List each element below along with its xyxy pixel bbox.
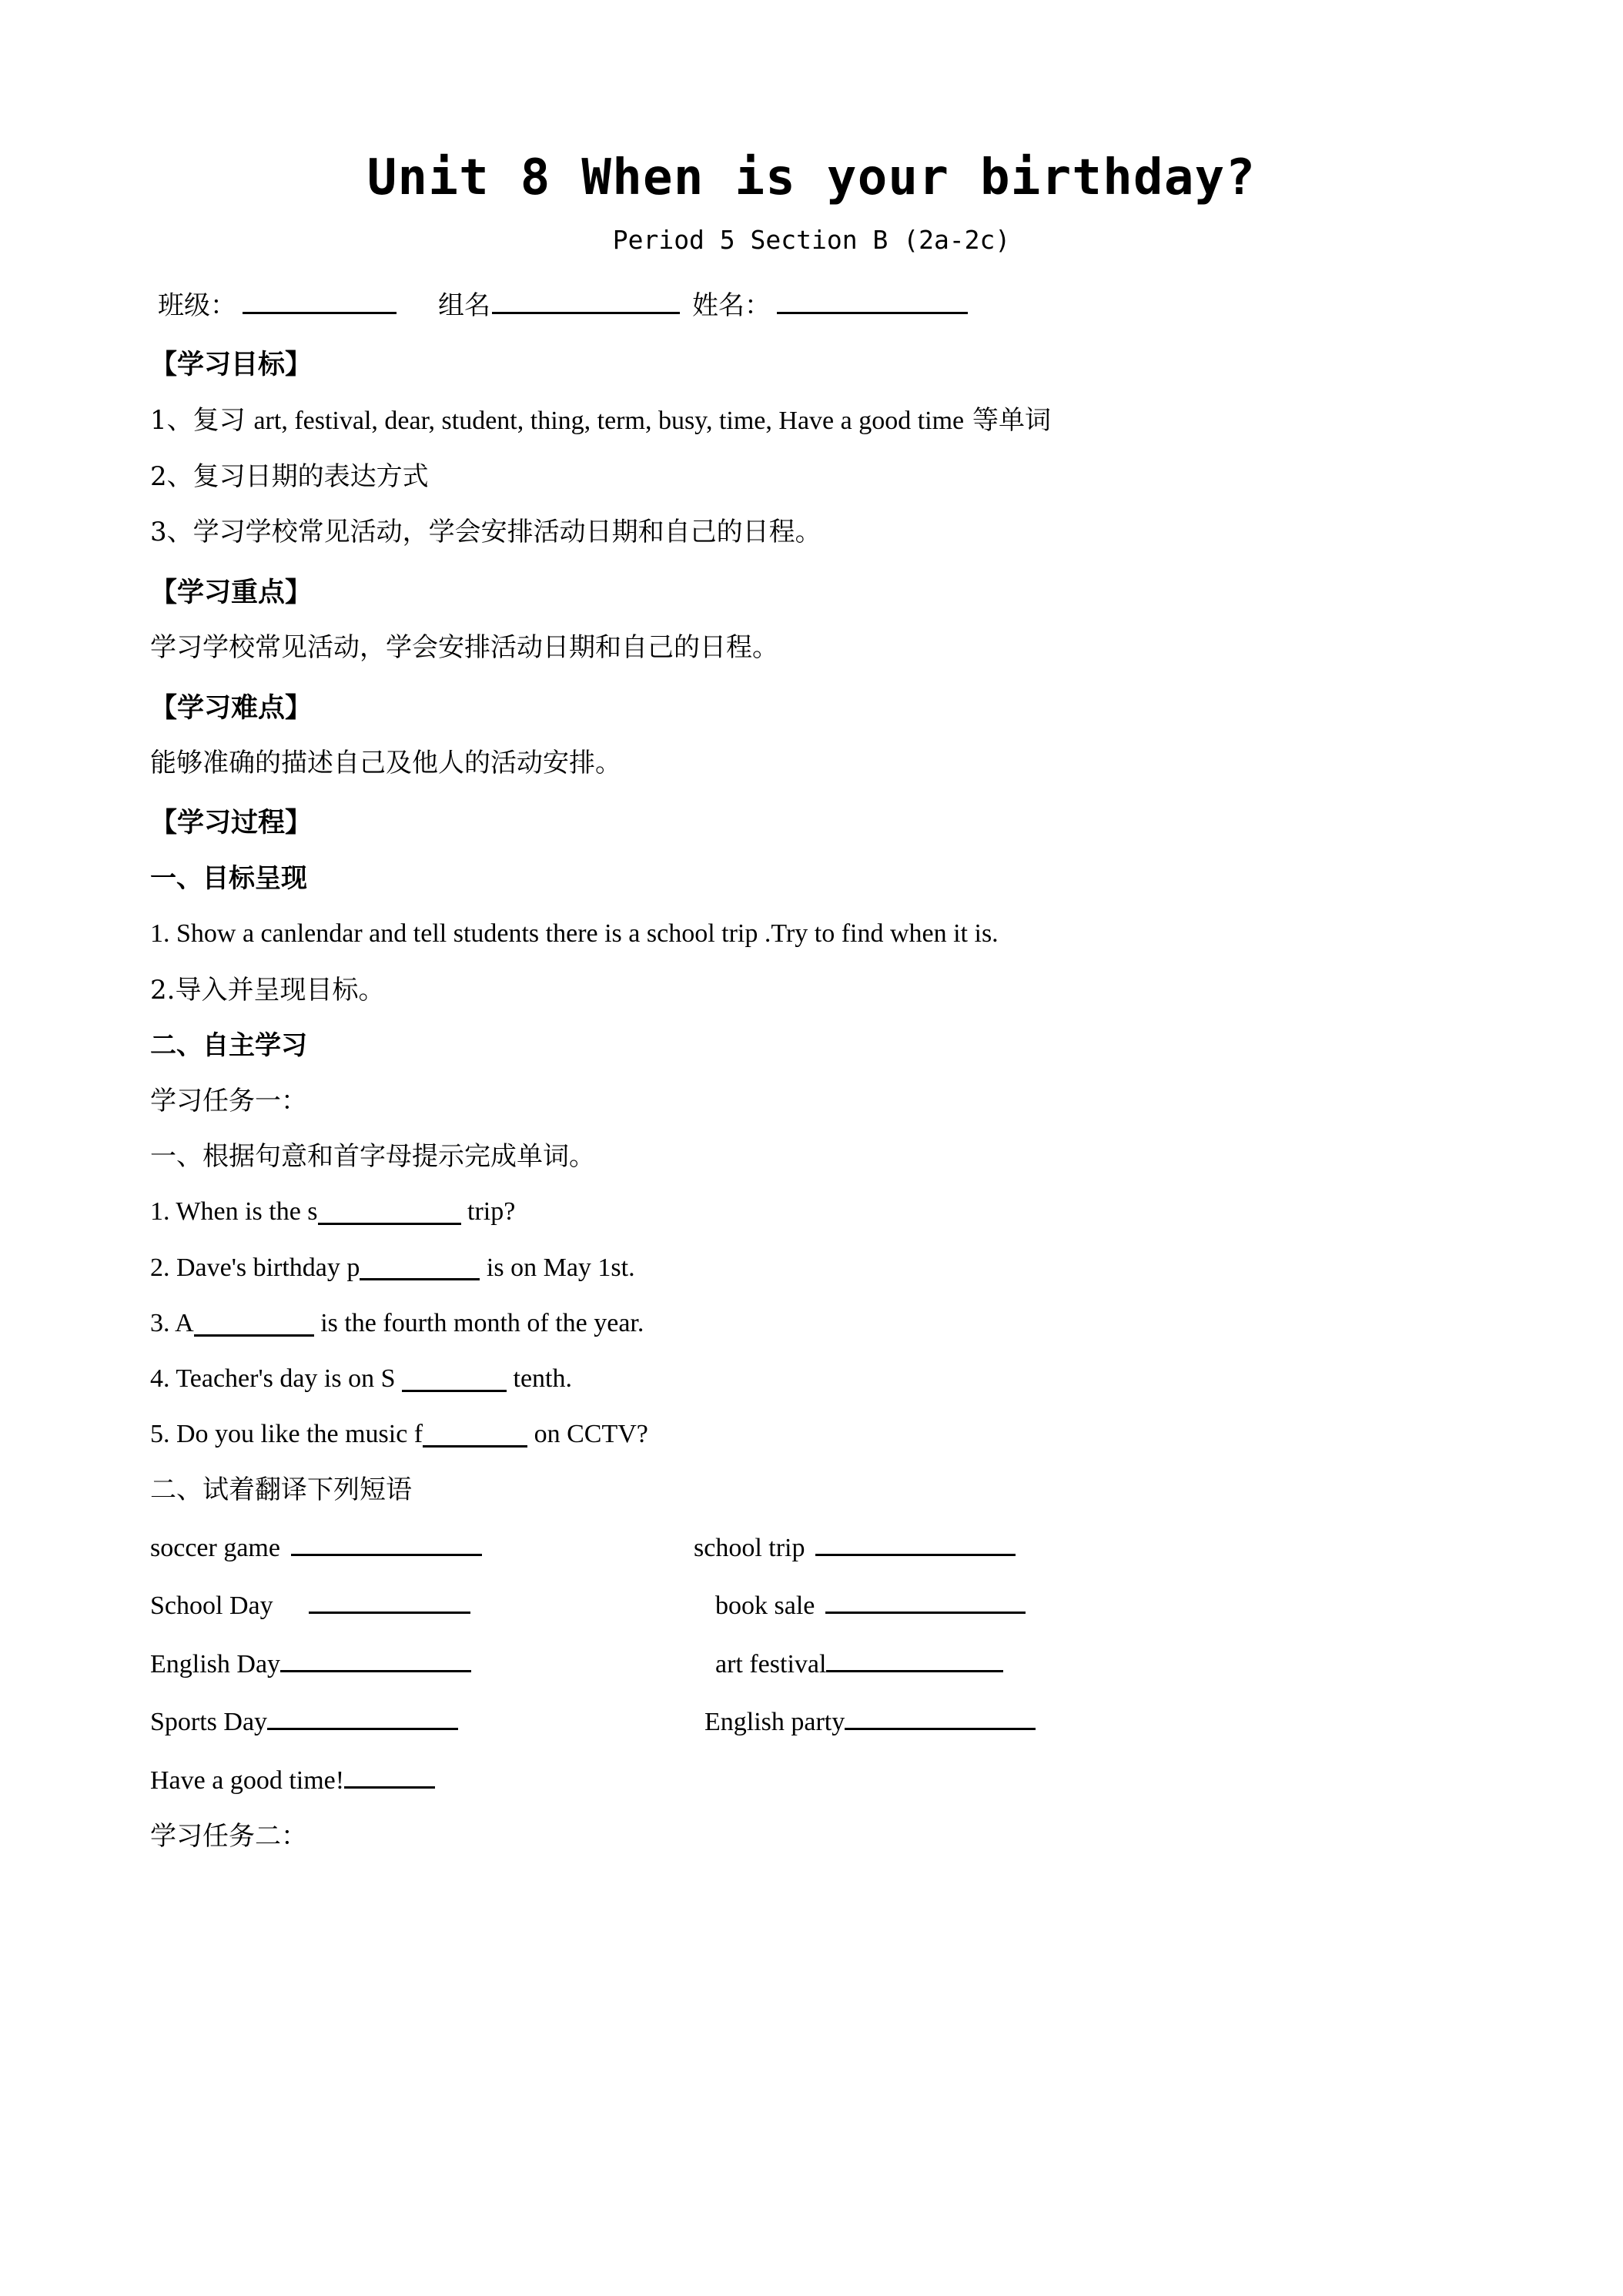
translation-cell-left	[150, 1761, 681, 1797]
translation-blank-school-trip[interactable]	[815, 1528, 1016, 1555]
exercise-3-blank[interactable]	[194, 1309, 314, 1336]
translation-row	[150, 1739, 1473, 1797]
page-title: Unit 8 When is your birthday?	[366, 149, 1257, 206]
section-heading-process: 【学习过程】	[150, 807, 313, 839]
translation-blank-school-day[interactable]	[309, 1587, 470, 1614]
section-heading-key-points: 【学习重点】	[150, 576, 313, 608]
translation-blank-book-sale[interactable]	[825, 1587, 1026, 1614]
name-field	[692, 284, 968, 322]
translation-term-school-trip: school trip	[694, 1533, 805, 1562]
translation-blank-english-day[interactable]	[280, 1645, 471, 1672]
task-two-label: 学习任务二：	[150, 1820, 307, 1852]
process-step-one-item-1: 1. Show a canlendar and tell students there is a school trip .Try to find when it is.	[150, 919, 999, 949]
translation-cell-right	[681, 1703, 1036, 1739]
exercise-3-before: 3. A	[150, 1308, 194, 1337]
group-field	[438, 284, 680, 322]
translation-term-art-festival: art festival	[715, 1649, 827, 1678]
translation-blank-art-festival[interactable]	[826, 1645, 1003, 1672]
difficulties-text: 能够准确的描述自己及他人的活动安排。	[150, 748, 621, 779]
process-step-one-item-2: 2.导入并呈现目标。	[150, 974, 385, 1006]
translation-cell-right	[681, 1587, 1026, 1623]
task-one-label: 学习任务一：	[150, 1085, 307, 1116]
exercise-2-after: is on May 1st.	[480, 1253, 635, 1282]
exercise-1-after: trip?	[460, 1197, 516, 1227]
exercise-2-before: 2. Dave's birthday p	[150, 1253, 360, 1282]
exercise-item-4	[150, 1340, 1473, 1396]
translation-term-english-day: English Day	[150, 1649, 281, 1678]
translation-cell-left	[150, 1645, 681, 1681]
section-heading-objectives: 【学习目标】	[150, 349, 313, 381]
student-identity-row	[150, 284, 1473, 322]
translation-blank-have-a-good-time[interactable]	[344, 1761, 435, 1788]
translation-row	[150, 1565, 1473, 1623]
translation-term-school-day: School Day	[150, 1591, 273, 1621]
translation-cell-right	[681, 1528, 1016, 1565]
translation-row	[150, 1507, 1473, 1565]
class-input-blank[interactable]	[243, 286, 397, 314]
translation-blank-english-party[interactable]	[845, 1703, 1036, 1730]
name-input-blank[interactable]	[777, 286, 968, 314]
translation-term-book-sale: book sale	[715, 1591, 815, 1621]
translation-term-soccer-game: soccer game	[150, 1533, 280, 1562]
exercise-4-before: 4. Teacher's day is on S	[150, 1364, 403, 1393]
exercise-item-5	[150, 1396, 1473, 1451]
translation-blank-sports-day[interactable]	[267, 1703, 458, 1730]
translation-cell-left	[150, 1703, 681, 1739]
group-input-blank[interactable]	[492, 286, 680, 314]
page-subtitle: Period 5 Section B (2a-2c)	[612, 224, 1011, 255]
section-heading-difficulties: 【学习难点】	[150, 691, 313, 724]
translation-term-have-a-good-time: Have a good time!	[150, 1766, 345, 1795]
exercise-1-before: 1. When is the s	[150, 1197, 318, 1227]
exercise-two-heading: 二、试着翻译下列短语	[150, 1474, 412, 1506]
exercise-5-before: 5. Do you like the music f	[150, 1420, 423, 1449]
objective-1-lead: 1、复习	[150, 405, 254, 437]
translation-cell-right	[681, 1645, 1003, 1681]
translation-cell-left	[150, 1587, 681, 1623]
exercise-5-after: on CCTV?	[527, 1420, 648, 1449]
key-points-text: 学习学校常见活动，学会安排活动日期和自己的日程。	[150, 632, 778, 664]
exercise-1-blank[interactable]	[318, 1198, 461, 1225]
exercise-2-blank[interactable]	[360, 1253, 480, 1280]
process-step-two-heading: 二、自主学习	[150, 1029, 307, 1061]
translation-row	[150, 1682, 1473, 1739]
objective-item-2: 2、复习日期的表达方式	[150, 461, 429, 493]
exercise-3-after: is the fourth month of the year.	[313, 1308, 644, 1337]
class-field	[158, 284, 397, 322]
objective-item-1	[150, 382, 1473, 438]
class-label: 班级：	[158, 290, 236, 322]
exercise-5-blank[interactable]	[423, 1421, 527, 1448]
name-label: 姓名：	[692, 290, 771, 322]
objective-1-words: art, festival, dear, student, thing, term, busy, time, Have a good time	[253, 407, 965, 436]
translation-term-sports-day: Sports Day	[150, 1708, 268, 1737]
exercise-item-2	[150, 1230, 1473, 1285]
translation-term-english-party: English party	[704, 1708, 845, 1737]
translation-blank-soccer-game[interactable]	[291, 1528, 482, 1555]
translation-row	[150, 1623, 1473, 1681]
exercise-one-heading: 一、根据句意和首字母提示完成单词。	[150, 1141, 595, 1173]
exercise-item-1	[150, 1173, 1473, 1229]
exercise-4-after: tenth.	[507, 1364, 572, 1393]
translation-cell-left	[150, 1528, 681, 1565]
group-label: 组名	[438, 290, 490, 322]
process-step-one-heading: 一、目标呈现	[150, 863, 307, 895]
exercise-4-blank[interactable]	[402, 1364, 507, 1391]
objective-item-3: 3、学习学校常见活动，学会安排活动日期和自己的日程。	[150, 517, 822, 548]
exercise-item-3	[150, 1285, 1473, 1340]
objective-1-tail: 等单词	[964, 405, 1051, 437]
